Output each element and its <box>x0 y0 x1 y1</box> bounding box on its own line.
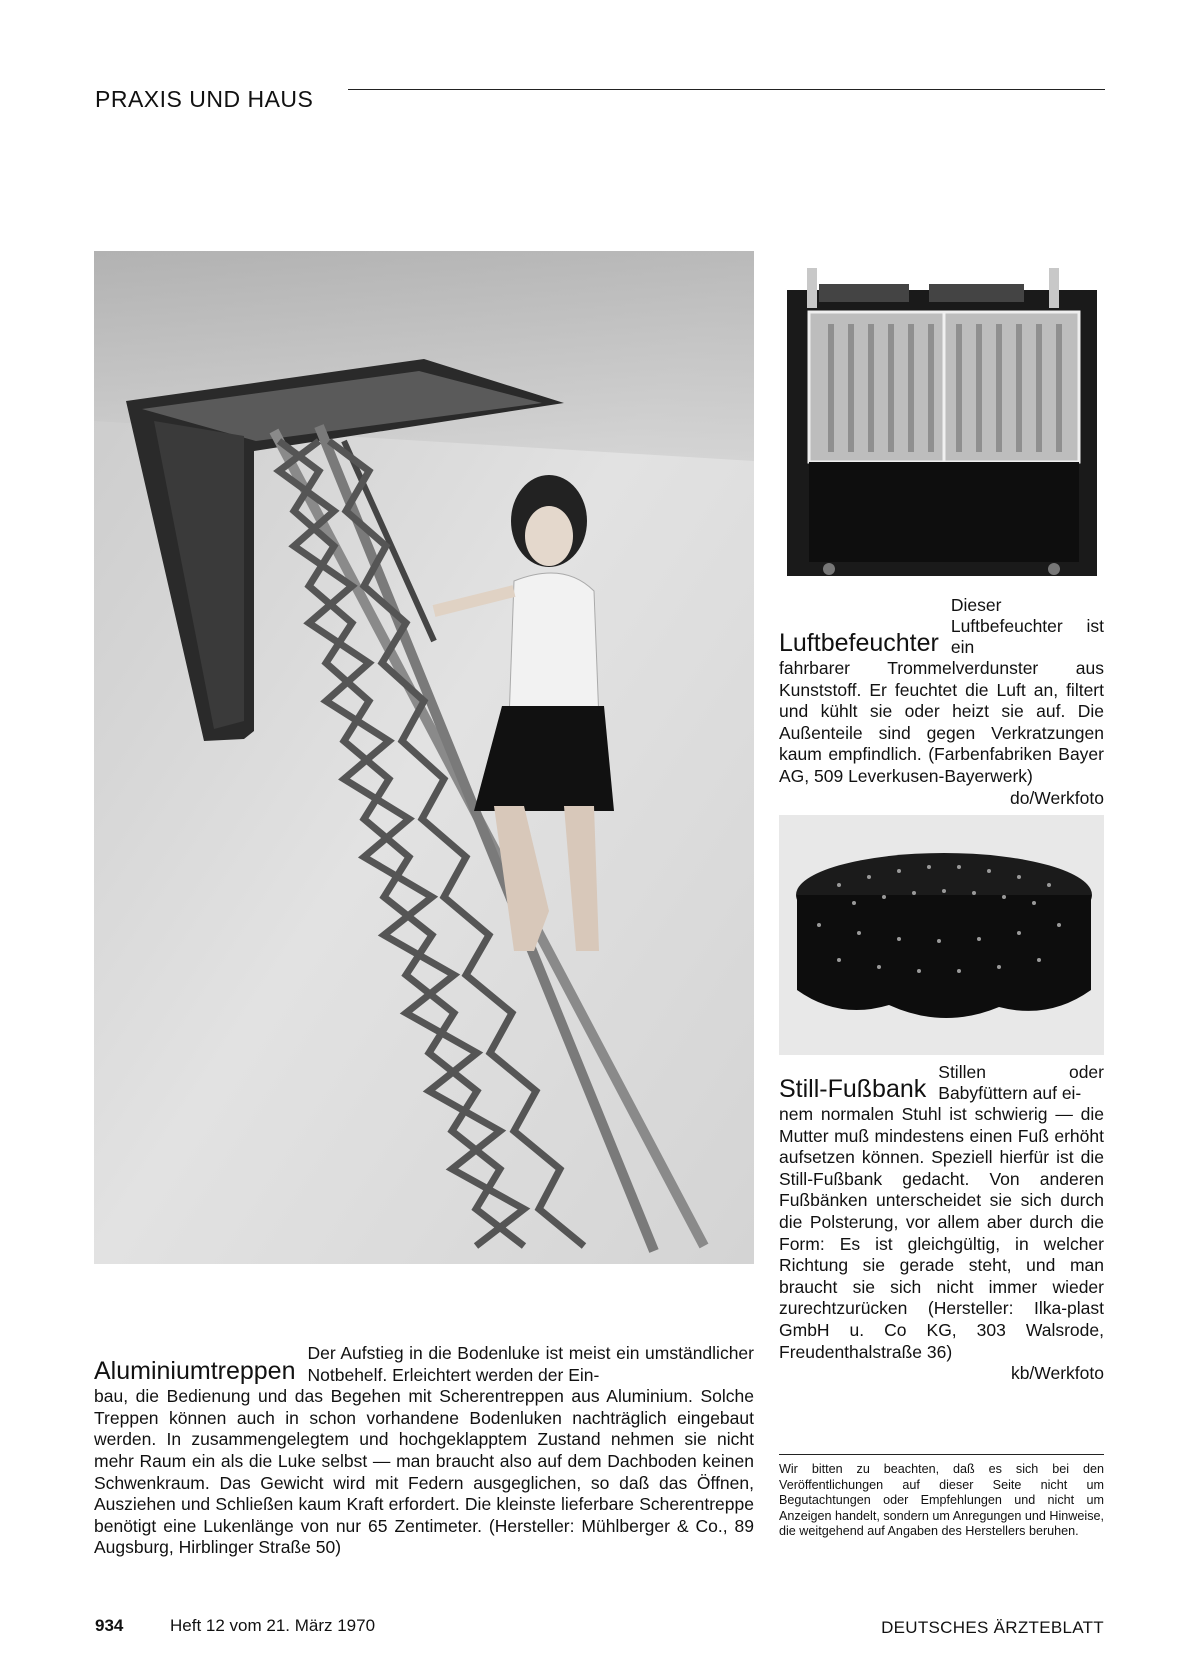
still-fussbank-credit: kb/Werkfoto <box>1010 1363 1104 1384</box>
issue-line: Heft 12 vom 21. März 1970 <box>170 1616 376 1635</box>
still-fussbank-heading: Still-Fußbank <box>779 1075 927 1103</box>
still-fussbank-body: nem normalen Stuhl ist schwierig — die Mutter muß mindestens einen Fuß erhöht aufsetzen können. Speziell hierfür ist die Still-Fußbank gedacht. Von anderen Fußbänken unterscheidet sie sich durch die Polsterung, vor allem aber durch die Form: Es ist gleichgültig, in welcher Richtung sie gerade steht, und man braucht sie sich nicht immer wieder zurechtzurücken (Hersteller: Ilka-plast GmbH u. Co KG, 303 Walsrode, Freudenthalstraße 36) <box>779 1104 1104 1362</box>
still-fussbank-lead: Stillen oder Babyfüttern auf ei- <box>938 1062 1104 1103</box>
luftbefeuchter-photo <box>779 262 1104 584</box>
header-rule <box>348 89 1105 90</box>
luftbefeuchter-body: fahrbarer Trommelverdunster aus Kunststoff. Er feuchtet die Luft an, filtert und kühlt sie oder heizt sie auf. Die Außenteile sind gegen Verkratzungen kaum empfindlich. (Farbenfabriken Bayer AG, 509 Leverkusen-Bayerwerk) <box>779 658 1104 786</box>
journal-name: DEUTSCHES ÄRZTEBLATT <box>881 1618 1104 1637</box>
aluminiumtreppen-lead: Der Aufstieg in die Bodenluke ist meist ein umständlicher Notbehelf. Erleichtert werden der Ein- <box>307 1343 754 1385</box>
footstool-illustration <box>779 815 1104 1055</box>
section-title: PRAXIS UND HAUS <box>95 86 314 112</box>
ladder-illustration <box>94 251 754 1264</box>
page-number: 934 <box>95 1616 124 1635</box>
aluminiumtreppen-heading: Aluminiumtreppen <box>94 1357 296 1386</box>
aluminiumtreppen-article <box>94 1343 754 1559</box>
aluminium-ladder-photo <box>94 251 754 1264</box>
still-fussbank-article <box>779 1062 1104 1385</box>
aluminiumtreppen-body: bau, die Bedienung und das Begehen mit Scherentreppen aus Aluminium. Solche Treppen können auch in schon vorhandene Bodenluken nachträglich eingebaut werden. In zusammengelegtem und hochgeklapptem Zustand nehmen sie nicht mehr Raum ein als die Luke selbst — man braucht also auf dem Dachboden keinen Schwenkraum. Das Gewicht wird mit Federn ausgeglichen, so daß das Öffnen, Ausziehen und Schließen kaum Kraft erfordert. Die kleinste lieferbare Scherentreppe benötigt eine Lukenlänge von nur 65 Zentimeter. (Hersteller: Mühlberger & Co., 89 Augsburg, Hirblinger Straße 50) <box>94 1386 754 1558</box>
disclaimer-note: Wir bitten zu beachten, daß es sich bei den Veröffentlichungen auf dieser Seite nicht um Begutachtungen oder Empfehlungen und nicht um Anzeigen handelt, sondern um Anregungen und Hinweise, die weitgehend auf Angaben des Herstellers beruhen. <box>779 1462 1104 1539</box>
still-fussbank-photo <box>779 815 1104 1055</box>
note-rule <box>779 1454 1104 1455</box>
luftbefeuchter-article <box>779 595 1104 809</box>
luftbefeuchter-credit: do/Werkfoto <box>1009 787 1104 808</box>
humidifier-illustration <box>779 262 1104 584</box>
luftbefeuchter-heading: Luftbefeuchter <box>779 629 939 657</box>
luftbefeuchter-lead: Dieser Luftbefeuchter ist ein <box>950 595 1104 657</box>
